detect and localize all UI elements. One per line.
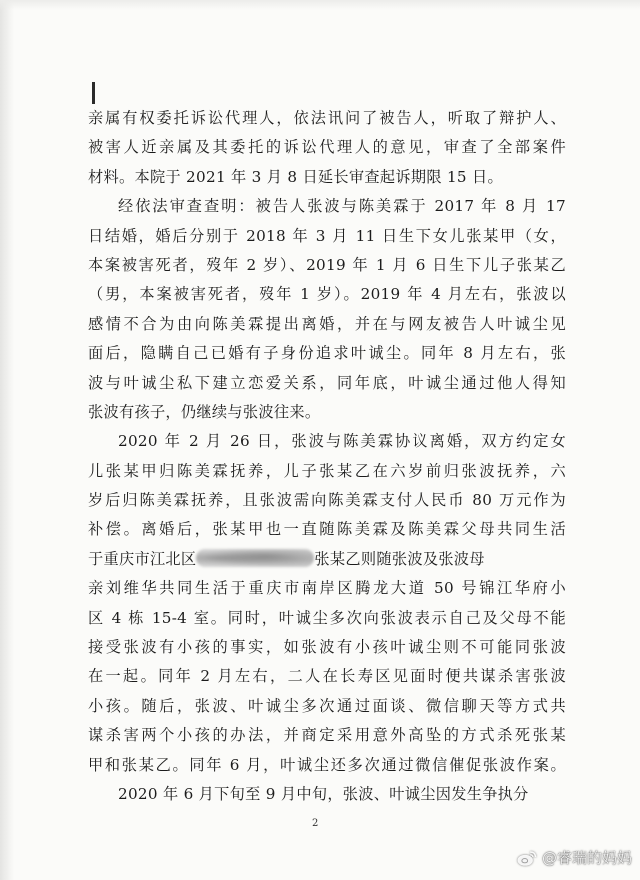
document-body: [88, 104, 566, 809]
text-line: 甲和张某乙。同年 6 月，叶诚尘还多次通过微信催促张波作案。: [88, 755, 566, 774]
redaction-blur: [196, 549, 314, 567]
text-line-segment: 于重庆市江北区: [88, 549, 197, 568]
text-line: （男，本案被害死者，歿年 1 岁）。2019 年 4 月左右，张波以: [88, 285, 566, 304]
weibo-icon: [516, 849, 538, 867]
watermark: [516, 847, 632, 868]
text-line: 在一起。同年 2 月左右，二人在长寿区见面时便共谋杀害张波: [88, 667, 566, 686]
binding-mark: [92, 82, 95, 104]
text-line: 小孩。随后，张波、叶诚尘多次通过面谈、微信聊天等方式共: [88, 696, 566, 715]
text-line: 谋杀害两个小孩的办法，并商定采用意外高坠的方式杀死张某: [88, 726, 566, 745]
text-line: 经依法审查查明：被告人张波与陈美霖于 2017 年 8 月 17: [118, 197, 566, 216]
text-line: 亲刘维华共同生活于重庆市南岸区腾龙大道 50 号锦江华府小: [88, 579, 566, 598]
text-line: 面后，隐瞒自己已婚有子身份追求叶诚尘。同年 8 月左右，张: [88, 344, 566, 363]
text-line: 2020 年 6 月下旬至 9 月中旬，张波、叶诚尘因发生争执分: [118, 784, 529, 803]
text-line: 儿张某甲归陈美霖抚养，儿子张某乙在六岁前归张波抚养，六: [88, 461, 566, 480]
text-line-redacted: [88, 545, 566, 574]
text-line: 接受张波有小孩的事实，如张波有小孩叶诚尘则不可能同张波: [88, 638, 566, 657]
text-line: 被害人近亲属及其委托的诉讼代理人的意见，审查了全部案件: [88, 138, 566, 157]
page-number: 2: [312, 818, 319, 829]
text-line: 2020 年 2 月 26 日，张波与陈美霖协议离婚，双方约定女: [118, 432, 566, 451]
text-line: 张波有孩子，仍继续与张波往来。: [88, 402, 321, 421]
text-line: 本案被害死者，歿年 2 岁）、2019 年 1 月 6 日生下儿子张某乙: [88, 255, 566, 274]
text-line: 区 4 栋 15-4 室。同时，叶诚尘多次向张波表示自己及父母不能: [88, 608, 566, 627]
watermark-text: @睿瑞的妈妈: [541, 849, 632, 867]
text-line: 岁后归陈美霖抚养，且张波需向陈美霖支付人民币 80 万元作为: [88, 491, 566, 510]
text-line: 补偿。离婚后，张某甲也一直随陈美霖及陈美霖父母共同生活: [88, 520, 566, 539]
text-line: 亲属有权委托诉讼代理人，依法讯问了被告人，听取了辩护人、: [88, 109, 566, 127]
text-line: 日结婚，婚后分别于 2018 年 3 月 11 日生下女儿张某甲（女，: [88, 226, 566, 245]
text-line: 材料。本院于 2021 年 3 月 8 日延长审查起诉期限 15 日。: [88, 167, 503, 186]
text-line: 感情不合为由向陈美霖提出离婚，并在与网友被告人叶诚尘见: [88, 314, 566, 333]
scan-edge-top: [0, 0, 640, 10]
text-line: 波与叶诚尘私下建立恋爱关系，同年底，叶诚尘通过他人得知: [88, 373, 566, 392]
scan-edge-left: [0, 0, 14, 880]
text-line-segment: 张某乙则随张波及张波母: [314, 549, 485, 568]
